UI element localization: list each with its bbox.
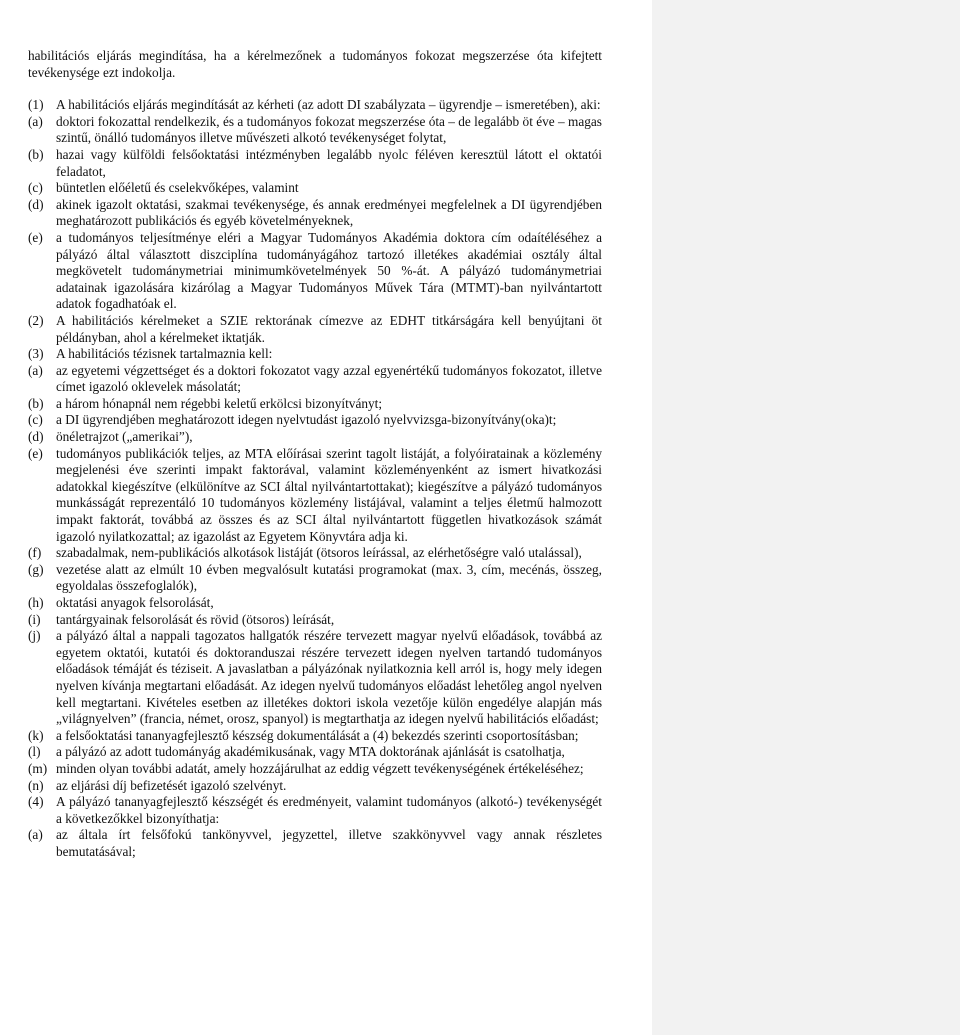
item-label: (i) <box>28 611 41 627</box>
list-item <box>28 728 602 745</box>
item-text: büntetlen előéletű és cselekvőképes, valamint <box>56 180 299 196</box>
item-label: (a) <box>28 827 43 843</box>
item-text: az egyetemi végzettséget és a doktori fokozatot vagy azzal egyenértékű tudományos fokozatot, illetve címet igazoló oklevelek másolatát; <box>56 362 602 395</box>
item-text: az eljárási díj befizetését igazoló szelvényt. <box>56 777 287 793</box>
item-label: (k) <box>28 727 44 743</box>
item-label: (a) <box>28 113 43 129</box>
section-4 <box>28 794 602 827</box>
item-text: a felsőoktatási tananyagfejlesztő készség dokumentálását a (4) bekezdés szerinti csoportosításban; <box>56 727 579 743</box>
item-text: akinek igazolt oktatási, szakmai tevékenysége, és annak eredményei megfelelnek a DI ügyrendjében meghatározott publikációs és egyéb követelményeknek, <box>56 196 602 229</box>
item-text: doktori fokozattal rendelkezik, és a tudományos fokozat megszerzése óta – de legalább öt éve – magas szintű, önálló tudományos illetve művészeti alkotó tevékenységet folytat, <box>56 113 602 146</box>
comment-margin <box>652 0 960 1035</box>
list-item <box>28 446 602 546</box>
section-3 <box>28 346 602 363</box>
spacer <box>28 81 602 97</box>
list-item <box>28 114 602 147</box>
item-label: (j) <box>28 628 41 644</box>
item-label: (d) <box>28 429 44 445</box>
section-label: (4) <box>28 794 44 810</box>
section-text: A habilitációs eljárás megindítását az kérheti (az adott DI szabályzata – ügyrendje – ismeretében), aki: <box>56 97 601 113</box>
item-text: szabadalmak, nem-publikációs alkotások listáját (ötsoros leírással, az elérhetőségre való utalással), <box>56 545 582 561</box>
list-item <box>28 761 602 778</box>
item-text: a pályázó által a nappali tagozatos hallgatók részére tervezett magyar nyelvű előadások, továbbá az egyetem oktatói, kutatói és doktoranduszai részére tervezett idegen nyelven tartandó tudományos előadások témáját és téziseit. A javaslatban a pályázónak nyilatkoznia kell arról is, hogy mely idegen nyelven kívánja megtartani előadását. Az idegen nyelvű tudományos előadást lehetőleg angol nyelven kell megtartani. Kivételes esetben az illetékes doktori iskola vezetője külön engedélye alapján más „világnyelven” (francia, német, orosz, spanyol) is megtarthatja az idegen nyelvű habilitációs előadást; <box>56 628 602 727</box>
item-label: (c) <box>28 180 43 196</box>
list-item <box>28 197 602 230</box>
list-item <box>28 230 602 313</box>
item-label: (d) <box>28 196 44 212</box>
item-text: a pályázó az adott tudományág akadémikusának, vagy MTA doktorának ajánlását is csatolhatja, <box>56 744 565 760</box>
item-label: (m) <box>28 760 48 776</box>
section-label: (3) <box>28 346 44 362</box>
section-text: A habilitációs tézisnek tartalmaznia kell: <box>56 346 273 362</box>
list-item <box>28 612 602 629</box>
item-label: (e) <box>28 445 43 461</box>
list-item <box>28 363 602 396</box>
item-text: a három hónapnál nem régebbi keletű erkölcsi bizonyítványt; <box>56 395 383 411</box>
item-label: (b) <box>28 395 44 411</box>
item-label: (h) <box>28 595 44 610</box>
intro-paragraph: habilitációs eljárás megindítása, ha a kérelmezőnek a tudományos fokozat megszerzése óta kifejtett tevékenysége ezt indokolja. <box>28 48 602 80</box>
list-item <box>28 180 602 197</box>
list-item <box>28 545 602 562</box>
section-label: (2) <box>28 312 44 328</box>
item-text: tantárgyainak felsorolását és rövid (ötsoros) leírását, <box>56 611 335 627</box>
item-text: tudományos publikációk teljes, az MTA előírásai szerint tagolt listáját, a folyóiratainak a közlemény megjelenési éve szerinti impakt faktorával, valamint közleményenként az ismert hivatkozási adatokkal kiegészítve (elkülönítve az SCI által nyilvántartottakat); kiegészítve a pályázó tudományos munkásságát reprezentáló 10 tudományos közlemény listájával, valamint a teljes életmű halmozott impakt faktorát, továbbá az összes és az SCI által nyilvántartott független hivatkozások számát igazoló nyilatkozattal; az igazolást az Egyetem Könyvtára adja ki. <box>56 445 602 544</box>
list-item <box>28 595 602 612</box>
list-item <box>28 429 602 446</box>
list-item <box>28 744 602 761</box>
section-text: A pályázó tananyagfejlesztő készségét és eredményeit, valamint tudományos (alkotó-) tevékenységét a következőkkel bizonyíthatja: <box>56 794 602 826</box>
item-text: hazai vagy külföldi felsőoktatási intézményben legalább nyolc féléven keresztül látott el oktatói feladatot, <box>56 146 602 179</box>
item-label: (f) <box>28 545 42 561</box>
list-item <box>28 396 602 413</box>
item-label: (e) <box>28 229 43 245</box>
item-label: (b) <box>28 146 44 162</box>
list-item <box>28 412 602 429</box>
item-text: a DI ügyrendjében meghatározott idegen nyelvtudást igazoló nyelvvizsga-bizonyítvány(oka)t; <box>56 412 557 428</box>
item-label: (c) <box>28 412 43 428</box>
item-text: minden olyan további adatát, amely hozzájárulhat az eddig végzett tevékenységének értékeléséhez; <box>56 760 584 776</box>
list-item <box>28 628 602 728</box>
section-2 <box>28 313 602 346</box>
item-text: az általa írt felsőfokú tankönyvvel, jegyzettel, illetve szakkönyvvel vagy annak részletes bemutatásával; <box>56 827 602 859</box>
list-item <box>28 827 602 860</box>
item-text: oktatási anyagok felsorolását, <box>56 595 214 610</box>
list-item <box>28 147 602 180</box>
section-1 <box>28 97 602 114</box>
item-label: (g) <box>28 561 44 577</box>
document-page <box>28 48 602 861</box>
item-label: (n) <box>28 777 44 793</box>
section-label: (1) <box>28 97 44 113</box>
item-text: a tudományos teljesítménye eléri a Magyar Tudományos Akadémia doktora cím odaítéléséhez a pályázó által választott diszciplína tudományágához tartozó illetékes akadémiai osztály által megkövetelt tudománymetriai minimumkövetelmények 50 %-át. A pályázó tudománymetriai adatainak igazolására kizárólag a Magyar Tudományos Művek Tára (MTMT)-ban nyilvántartott adatok fogadhatóak el. <box>56 229 602 312</box>
item-label: (a) <box>28 362 43 378</box>
item-text: önéletrajzot („amerikai”), <box>56 429 193 445</box>
item-label: (l) <box>28 744 41 760</box>
list-item <box>28 562 602 595</box>
item-text: vezetése alatt az elmúlt 10 évben megvalósult kutatási programokat (max. 3, cím, mecénás, összeg, egyoldalas összefoglalók), <box>56 561 602 594</box>
section-text: A habilitációs kérelmeket a SZIE rektorának címezve az EDHT titkárságára kell benyújtani öt példányban, ahol a kérelmeket iktatják. <box>56 312 602 345</box>
list-item <box>28 778 602 795</box>
